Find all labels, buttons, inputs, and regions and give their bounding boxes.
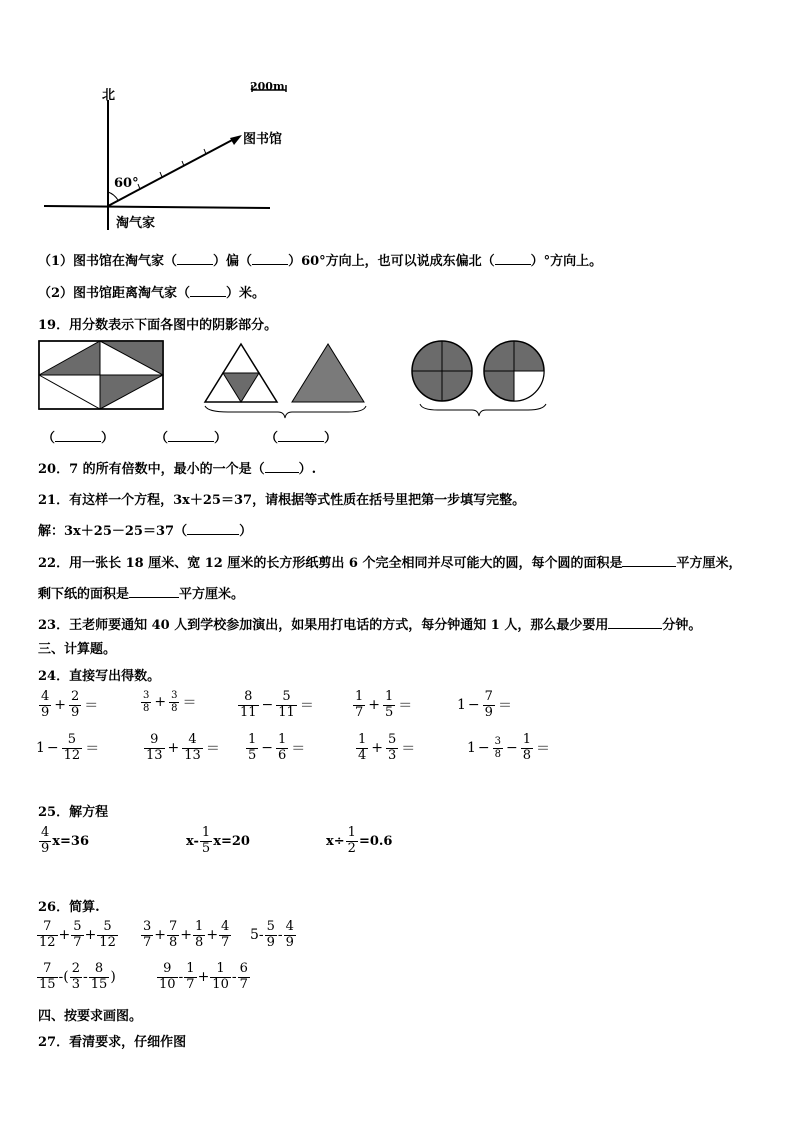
- q27-title: 27．看清要求，仔细作图: [38, 1035, 187, 1050]
- q24-r1-e4: $\frac{1}{7}$ + $\frac{1}{5}$ ＝: [355, 689, 413, 720]
- direction-ray: [108, 138, 236, 206]
- q19-figures: [38, 340, 558, 424]
- q24-r2-e3: $\frac{1}{5}$ − $\frac{1}{6}$ ＝: [248, 732, 306, 763]
- q26-e3: 5- $\frac{5}{9}$ - $\frac{4}{9}$: [250, 919, 294, 950]
- q24-r2-e2: $\frac{9}{13}$ + $\frac{4}{13}$ ＝: [146, 732, 220, 763]
- q26-e1: $\frac{7}{12}$ + $\frac{5}{7}$ + $\frac{5}{12}$: [39, 919, 116, 950]
- angle-label: 60°: [114, 176, 139, 191]
- circle-figure-2: [484, 341, 544, 401]
- q24-r1-e1: $\frac{4}{9}$ + $\frac{2}{9}$ ＝: [41, 689, 99, 720]
- compass-diagram: [40, 80, 310, 240]
- q19-svg: [38, 340, 558, 420]
- q24-r1-e5: 1 − $\frac{7}{9}$ ＝: [457, 689, 512, 720]
- q24-title: 24．直接写出得数。: [38, 669, 161, 684]
- triangle-figure-1: [205, 344, 277, 402]
- north-label: 北: [102, 88, 116, 103]
- q18-part1: （1）图书馆在淘气家（ ）偏（ ）60°方向上，也可以说成东偏北（ ）°方向上。: [38, 254, 603, 269]
- arrow-head: [230, 135, 242, 145]
- q20: 20．7 的所有倍数中，最小的一个是（ ）.: [38, 462, 317, 477]
- q26-title: 26．简算.: [38, 900, 100, 915]
- triangle-figure-2: [292, 344, 364, 402]
- q25-eq1: $\frac{4}{9}$ x=36: [41, 825, 90, 856]
- q24-r1-e2: $\frac{3}{8}$ + $\frac{3}{8}$ ＝: [143, 690, 197, 714]
- q22-line2: 剩下纸的面积是 平方厘米。: [38, 587, 245, 602]
- east-axis: [44, 206, 270, 208]
- rectangle-figure: [39, 341, 163, 409]
- q19-answer-1: （ ）: [42, 431, 115, 446]
- circle-figure-1: [412, 341, 472, 401]
- q26-e2: $\frac{3}{7}$ + $\frac{7}{8}$ + $\frac{1}{8}$ + $\frac{4}{7}$: [143, 919, 230, 950]
- q21-solution: 解：3x＋25－25＝37（ ）: [38, 524, 253, 539]
- q22-line1: 22．用一张长 18 厘米、宽 12 厘米的长方形纸剪出 6 个完全相同并尽可能大的圆，每个圆的面积是 平方厘米，: [38, 556, 742, 571]
- q21-title: 21．有这样一个方程，3x＋25＝37，请根据等式性质在括号里把第一步填写完整。: [38, 493, 526, 508]
- library-label: 图书馆: [243, 132, 283, 147]
- home-label: 淘气家: [116, 216, 156, 231]
- q24-r2-e4: $\frac{1}{4}$ + $\frac{5}{3}$ ＝: [358, 732, 416, 763]
- scale-label: 200m: [250, 80, 285, 93]
- section-4: 四、按要求画图。: [38, 1009, 143, 1024]
- q19-title: 19．用分数表示下面各图中的阴影部分。: [38, 318, 278, 333]
- q24-r1-e3: $\frac{8}{11}$ − $\frac{5}{11}$ ＝: [240, 689, 314, 720]
- q25-eq2: x- $\frac{1}{5}$ x=20: [186, 825, 250, 856]
- q26-e5: $\frac{9}{10}$ - $\frac{1}{7}$ + $\frac{1}{10}$ - $\frac{6}{7}$: [159, 961, 248, 992]
- q18-part2: （2）图书馆距离淘气家（ ）米。: [38, 286, 266, 301]
- q24-r2-e1: 1 − $\frac{5}{12}$ ＝: [36, 732, 100, 763]
- q26-e4: $\frac{7}{15}$ - ( $\frac{2}{3}$ - $\frac{8}{15}$ ): [39, 961, 116, 992]
- q25-eq3: x÷ $\frac{1}{2}$ =0.6: [326, 825, 393, 856]
- q23: 23．王老师要通知 40 人到学校参加演出，如果用打电话的方式，每分钟通知 1 人，那么最少要用 分钟。: [38, 618, 702, 633]
- q25-title: 25．解方程: [38, 805, 109, 820]
- compass-svg: [40, 80, 310, 240]
- q19-answer-2: （ ）: [155, 431, 228, 446]
- q24-r2-e5: 1 − $\frac{3}{8}$ − $\frac{1}{8}$ ＝: [467, 732, 551, 763]
- section-3: 三、计算题。: [38, 642, 117, 657]
- q19-answer-3: （ ）: [265, 431, 338, 446]
